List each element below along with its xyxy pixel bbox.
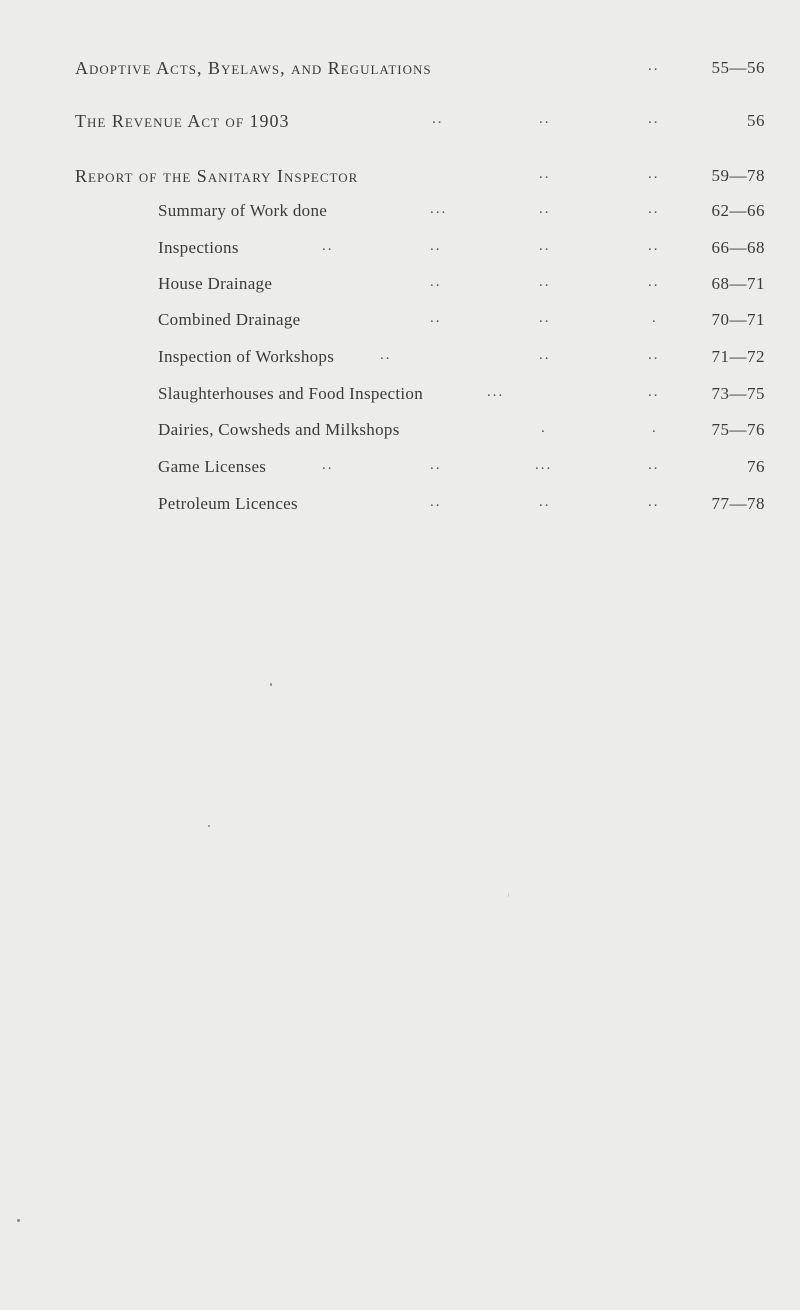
entry-leader: ... — [535, 457, 553, 473]
entry-leader: .. — [539, 494, 551, 510]
entry-title: Petroleum Licences — [158, 494, 298, 513]
entry-leader: .. — [539, 347, 551, 363]
entry-title: House Drainage — [158, 274, 273, 293]
entry-leader: .. — [539, 166, 551, 182]
entry-leader: .. — [322, 238, 334, 254]
entry-leader: .. — [430, 457, 442, 473]
index-entry-summary-of-work — [0, 201, 800, 231]
entry-leader: .. — [430, 494, 442, 510]
entry-leader: .. — [539, 201, 551, 217]
entry-pages: 77—78 — [711, 494, 765, 513]
index-entry-revenue-act — [0, 111, 800, 141]
entry-title: Slaughterhouses and Food Inspection — [158, 384, 423, 403]
entry-pages: 66—68 — [711, 238, 765, 257]
paper-speck — [208, 825, 210, 827]
entry-leader: .. — [648, 58, 660, 74]
entry-leader: .. — [539, 274, 551, 290]
entry-title: The Revenue Act of 1903 — [75, 111, 290, 131]
entry-leader: .. — [648, 274, 660, 290]
entry-leader: ... — [487, 384, 505, 400]
index-entry-sanitary-inspector — [0, 166, 800, 196]
entry-title: Combined Drainage — [158, 310, 301, 329]
entry-pages: 68—71 — [711, 274, 765, 293]
index-entry-game-licenses — [0, 457, 800, 487]
entry-pages: 71—72 — [711, 347, 765, 366]
entry-leader: .. — [430, 274, 442, 290]
entry-leader: .. — [648, 494, 660, 510]
entry-pages: 62—66 — [711, 201, 765, 220]
entry-pages: 75—76 — [711, 420, 765, 439]
entry-leader: . — [652, 420, 658, 436]
entry-leader: .. — [380, 347, 392, 363]
entry-leader: .. — [648, 166, 660, 182]
entry-leader: . — [652, 310, 658, 326]
entry-pages: 59—78 — [711, 166, 765, 185]
entry-leader: .. — [430, 310, 442, 326]
entry-leader: .. — [539, 238, 551, 254]
index-entry-adoptive-acts — [0, 58, 800, 88]
entry-title: Game Licenses — [158, 457, 267, 476]
entry-leader: .. — [648, 111, 660, 127]
entry-title: Inspection of Workshops — [158, 347, 335, 366]
entry-pages: 76 — [747, 457, 765, 476]
paper-speck — [17, 1219, 20, 1222]
paper-speck — [508, 893, 509, 897]
entry-pages: 70—71 — [711, 310, 765, 329]
entry-title: Dairies, Cowsheds and Milkshops — [158, 420, 400, 439]
entry-leader: .. — [432, 111, 444, 127]
entry-pages: 73—75 — [711, 384, 765, 403]
entry-title: Summary of Work done — [158, 201, 328, 220]
entry-leader: .. — [648, 347, 660, 363]
entry-leader: .. — [539, 310, 551, 326]
entry-leader: .. — [648, 201, 660, 217]
paper-speck — [270, 683, 272, 686]
index-entry-petroleum-licences — [0, 494, 800, 524]
index-entry-slaughterhouses — [0, 384, 800, 414]
entry-leader: .. — [648, 384, 660, 400]
entry-leader: .. — [648, 457, 660, 473]
index-entry-inspections — [0, 238, 800, 268]
index-entry-house-drainage — [0, 274, 800, 304]
index-entry-combined-drainage — [0, 310, 800, 340]
entry-leader: ... — [430, 201, 448, 217]
entry-leader: .. — [430, 238, 442, 254]
entry-leader: .. — [322, 457, 334, 473]
entry-title: Inspections — [158, 238, 239, 257]
entry-leader: .. — [648, 238, 660, 254]
index-entry-dairies — [0, 420, 800, 450]
entry-pages: 55—56 — [711, 58, 765, 77]
entry-pages: 56 — [747, 111, 765, 130]
entry-leader: . — [541, 420, 547, 436]
entry-title: Adoptive Acts, Byelaws, and Regulations — [75, 58, 432, 78]
entry-leader: .. — [539, 111, 551, 127]
index-entry-inspection-of-workshops — [0, 347, 800, 377]
entry-title: Report of the Sanitary Inspector — [75, 166, 359, 186]
